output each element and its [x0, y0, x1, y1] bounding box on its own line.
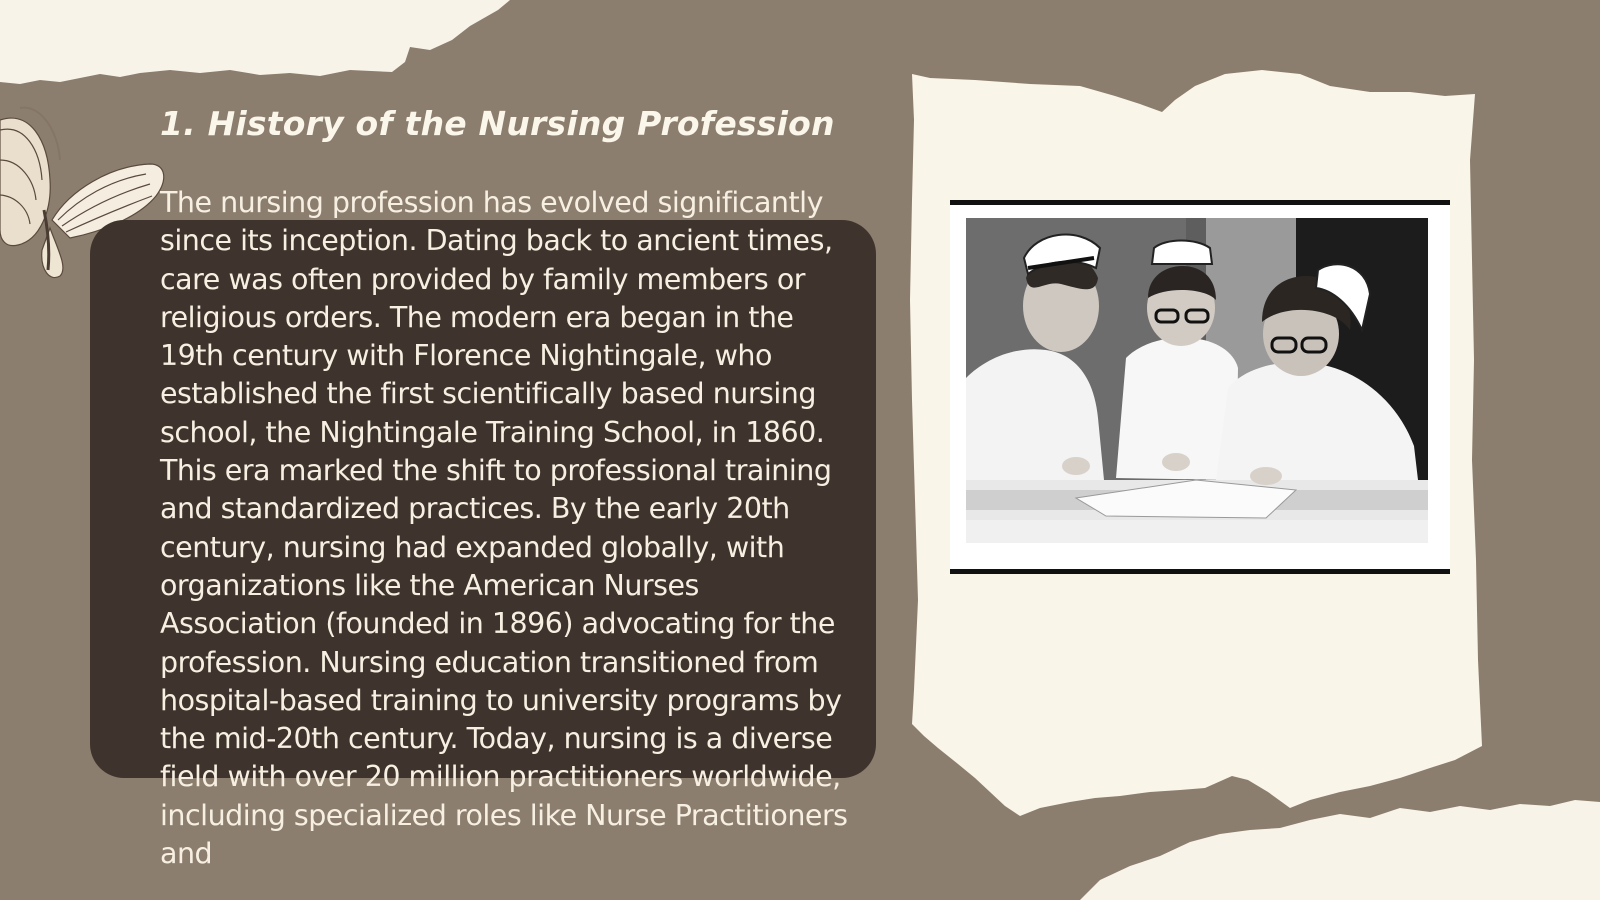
torn-paper-bottom-right — [1080, 800, 1600, 900]
vintage-nurses-photo — [966, 218, 1428, 543]
photo-frame — [950, 200, 1450, 574]
body-paragraph: The nursing profession has evolved significantly since its inception. Dating back to ancient times, care was often provided by family members or religious orders. The modern era began in the 19th century with Florence Nightingale, who established the first scientifically based nursing school, the Nightingale Training School, in 1860. This era marked the shift to professional training and standardized practices. By the early 20th century, nursing had expanded globally, with organizations like the American Nurses Association (founded in 1896) advocating for the profession. Nursing education transitioned from hospital-based training to university programs by the mid-20th century. Today, nursing is a diverse field with over 20 million practitioners worldwide, including specialized roles like Nurse Practitioners and — [160, 186, 848, 871]
slide-title: 1. History of the Nursing Profession — [160, 104, 835, 143]
torn-paper-top-left — [0, 0, 510, 84]
